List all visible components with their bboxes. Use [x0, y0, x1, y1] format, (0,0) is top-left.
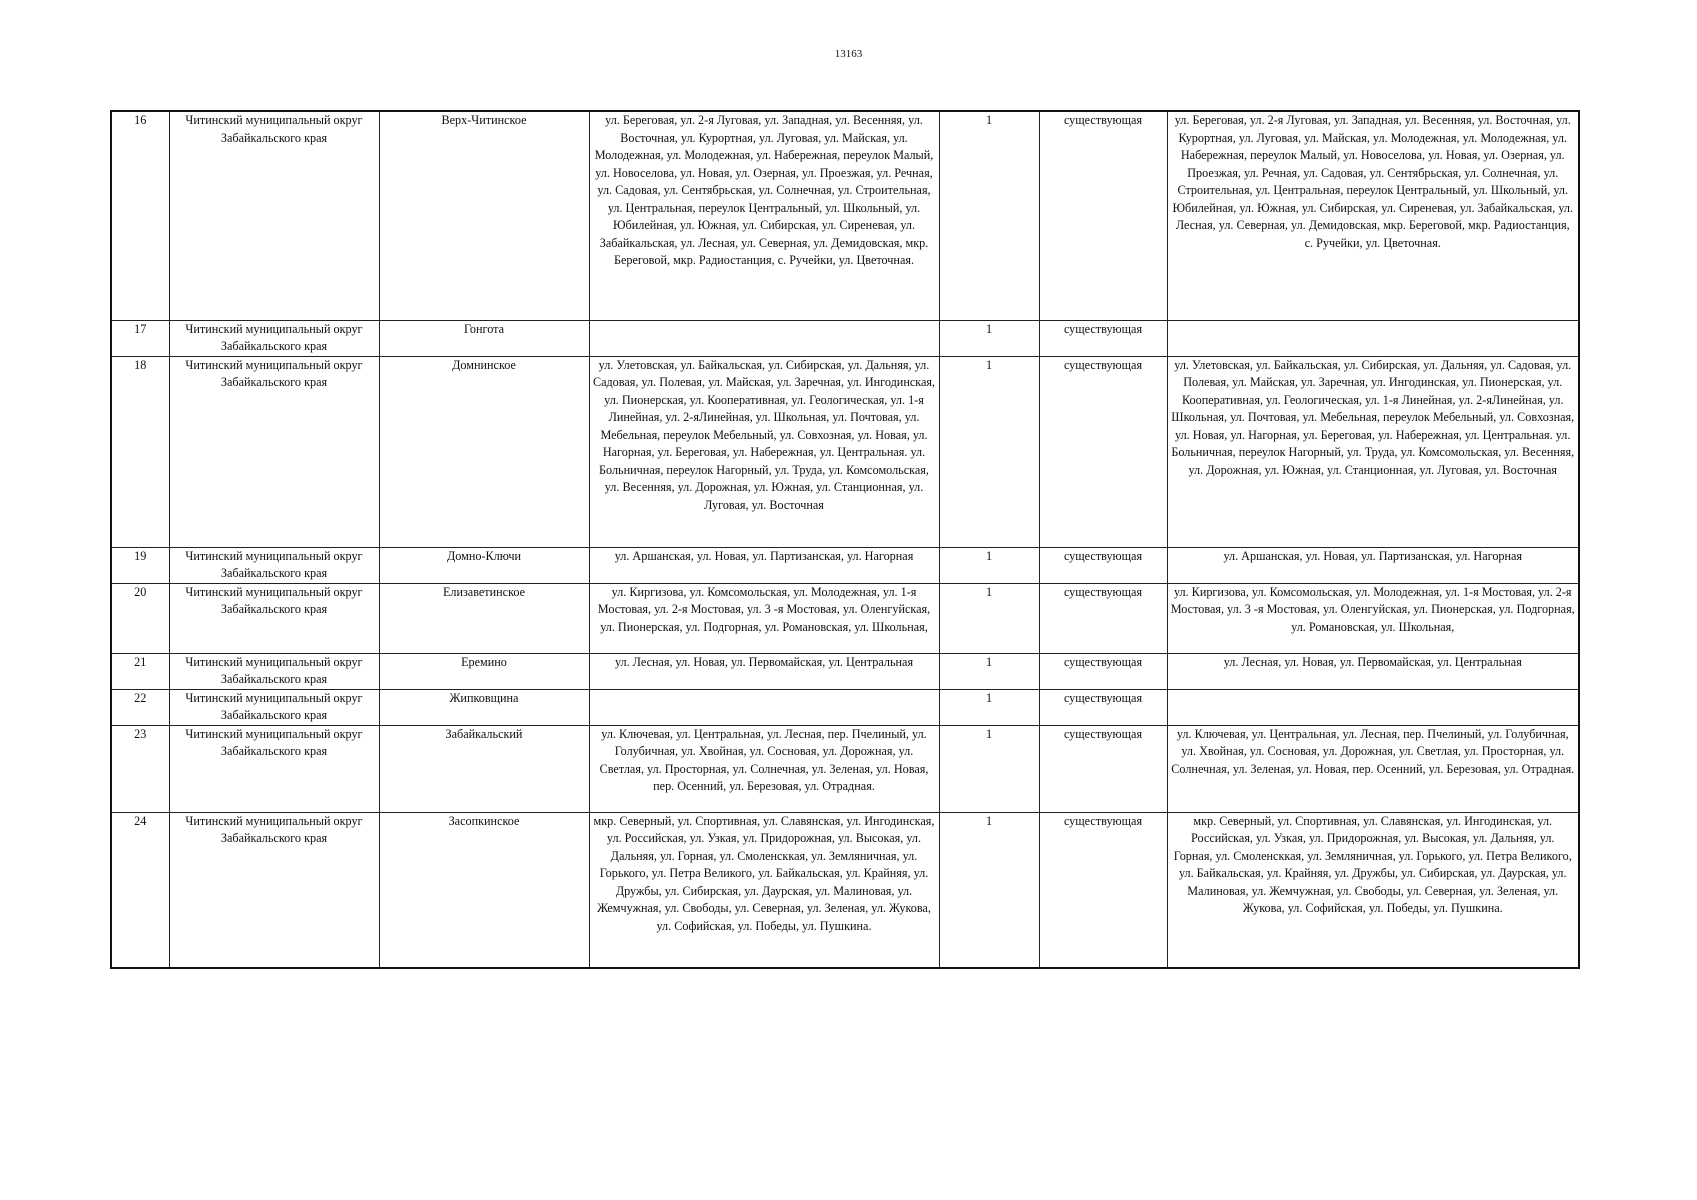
- settlement-cell: Забайкальский: [379, 725, 589, 812]
- streets-cell: ул. Лесная, ул. Новая, ул. Первомайская, ул. Центральная: [589, 653, 939, 689]
- streets-cell: ул. Аршанская, ул. Новая, ул. Партизанская, ул. Нагорная: [589, 547, 939, 583]
- district-cell: Читинский муниципальный округ Забайкальского края: [169, 320, 379, 356]
- settlement-cell: Гонгота: [379, 320, 589, 356]
- district-cell: Читинский муниципальный округ Забайкальского края: [169, 725, 379, 812]
- district-cell: Читинский муниципальный округ Забайкальского края: [169, 812, 379, 968]
- registry-table: [110, 110, 1580, 969]
- row-number: 23: [111, 725, 169, 812]
- row-number: 18: [111, 356, 169, 547]
- table-row: [111, 725, 1579, 812]
- count-cell: 1: [939, 583, 1039, 653]
- streets-cell: [589, 689, 939, 725]
- settlement-cell: Засопкинское: [379, 812, 589, 968]
- district-cell: Читинский муниципальный округ Забайкальского края: [169, 547, 379, 583]
- streets-served-cell: [1167, 320, 1579, 356]
- streets-cell: мкр. Северный, ул. Спортивная, ул. Славянская, ул. Ингодинская, ул. Российская, ул. Узкая, ул. Придорожная, ул. Высокая, ул. Дальняя, ул. Горная, ул. Смоленсккая, ул. Земляничная, ул. Горького, ул. Петра Великого, ул. Байкальская, ул. Крайняя, ул. Дружбы, ул. Сибирская, ул. Даурская, ул. Малиновая, ул. Жемчужная, ул. Свободы, ул. Северная, ул. Зеленая, ул. Жукова, ул. Софийская, ул. Победы, ул. Пушкина.: [589, 812, 939, 968]
- settlement-cell: Домно-Ключи: [379, 547, 589, 583]
- status-cell: существующая: [1039, 812, 1167, 968]
- streets-cell: ул. Улетовская, ул. Байкальская, ул. Сибирская, ул. Дальняя, ул. Садовая, ул. Полевая, ул. Майская, ул. Заречная, ул. Ингодинская, ул. Пионерская, ул. Кооперативная, ул. Геологическая, ул. 1-я Линейная, ул. 2-яЛинейная, ул. Школьная, ул. Почтовая, ул. Мебельная, переулок Мебельный, ул. Совхозная, ул. Новая, ул. Нагорная, ул. Береговая, ул. Набережная, ул. Центральная. ул. Больничная, переулок Нагорный, ул. Труда, ул. Комсомольская, ул. Весенняя, ул. Дорожная, ул. Южная, ул. Станционная, ул. Луговая, ул. Восточная: [589, 356, 939, 547]
- streets-cell: ул. Береговая, ул. 2-я Луговая, ул. Западная, ул. Весенняя, ул. Восточная, ул. Курортная, ул. Луговая, ул. Майская, ул. Молодежная, ул. Молодежная, ул. Набережная, переулок Малый, ул. Новоселова, ул. Новая, ул. Озерная, ул. Проезжая, ул. Речная, ул. Садовая, ул. Сентябрьская, ул. Солнечная, ул. Строительная, ул. Центральная, переулок Центральный, ул. Школьный, ул. Юбилейная, ул. Южная, ул. Сибирская, ул. Сиреневая, ул. Забайкальская, ул. Лесная, ул. Северная, ул. Демидовская, мкр. Береговой, мкр. Радиостанция, с. Ручейки, ул. Цветочная.: [589, 111, 939, 320]
- row-number: 20: [111, 583, 169, 653]
- page-number: 13163: [834, 48, 863, 60]
- table-row: [111, 356, 1579, 547]
- streets-served-cell: ул. Ключевая, ул. Центральная, ул. Лесная, пер. Пчелиный, ул. Голубичная, ул. Хвойная, ул. Сосновая, ул. Дорожная, ул. Светлая, ул. Просторная, ул. Солнечная, ул. Зеленая, ул. Новая, пер. Осенний, ул. Березовая, ул. Отрадная.: [1167, 725, 1579, 812]
- status-cell: существующая: [1039, 583, 1167, 653]
- row-number: 17: [111, 320, 169, 356]
- streets-served-cell: ул. Лесная, ул. Новая, ул. Первомайская, ул. Центральная: [1167, 653, 1579, 689]
- row-number: 19: [111, 547, 169, 583]
- settlement-cell: Жипковщина: [379, 689, 589, 725]
- row-number: 16: [111, 111, 169, 320]
- table-row: [111, 583, 1579, 653]
- settlement-cell: Верх-Читинское: [379, 111, 589, 320]
- table-row: [111, 111, 1579, 320]
- settlement-cell: Еремино: [379, 653, 589, 689]
- status-cell: существующая: [1039, 111, 1167, 320]
- count-cell: 1: [939, 689, 1039, 725]
- count-cell: 1: [939, 356, 1039, 547]
- count-cell: 1: [939, 111, 1039, 320]
- table-row: [111, 653, 1579, 689]
- district-cell: Читинский муниципальный округ Забайкальского края: [169, 111, 379, 320]
- count-cell: 1: [939, 547, 1039, 583]
- status-cell: существующая: [1039, 356, 1167, 547]
- streets-served-cell: ул. Аршанская, ул. Новая, ул. Партизанская, ул. Нагорная: [1167, 547, 1579, 583]
- status-cell: существующая: [1039, 725, 1167, 812]
- district-cell: Читинский муниципальный округ Забайкальского края: [169, 689, 379, 725]
- district-cell: Читинский муниципальный округ Забайкальского края: [169, 653, 379, 689]
- table-row: [111, 812, 1579, 968]
- streets-served-cell: ул. Улетовская, ул. Байкальская, ул. Сибирская, ул. Дальняя, ул. Садовая, ул. Полевая, ул. Майская, ул. Заречная, ул. Ингодинская, ул. Пионерская, ул. Кооперативная, ул. Геологическая, ул. 1-я Линейная, ул. 2-яЛинейная, ул. Школьная, ул. Почтовая, ул. Мебельная, переулок Мебельный, ул. Совхозная, ул. Новая, ул. Нагорная, ул. Береговая, ул. Набережная, ул. Центральная. ул. Больничная, переулок Нагорный, ул. Труда, ул. Комсомольская, ул. Весенняя, ул. Дорожная, ул. Южная, ул. Станционная, ул. Луговая, ул. Восточная: [1167, 356, 1579, 547]
- district-cell: Читинский муниципальный округ Забайкальского края: [169, 356, 379, 547]
- settlement-cell: Елизаветинское: [379, 583, 589, 653]
- count-cell: 1: [939, 812, 1039, 968]
- settlement-cell: Домнинское: [379, 356, 589, 547]
- count-cell: 1: [939, 725, 1039, 812]
- status-cell: существующая: [1039, 547, 1167, 583]
- streets-cell: ул. Киргизова, ул. Комсомольская, ул. Молодежная, ул. 1-я Мостовая, ул. 2-я Мостовая, ул. 3 -я Мостовая, ул. Оленгуйская, ул. Пионерская, ул. Подгорная, ул. Романовская, ул. Школьная,: [589, 583, 939, 653]
- table-row: [111, 320, 1579, 356]
- count-cell: 1: [939, 320, 1039, 356]
- table-row: [111, 547, 1579, 583]
- row-number: 21: [111, 653, 169, 689]
- status-cell: существующая: [1039, 653, 1167, 689]
- table-row: [111, 689, 1579, 725]
- count-cell: 1: [939, 653, 1039, 689]
- streets-served-cell: мкр. Северный, ул. Спортивная, ул. Славянская, ул. Ингодинская, ул. Российская, ул. Узкая, ул. Придорожная, ул. Высокая, ул. Дальняя, ул. Горная, ул. Смоленсккая, ул. Земляничная, ул. Горького, ул. Петра Великого, ул. Байкальская, ул. Крайняя, ул. Дружбы, ул. Сибирская, ул. Даурская, ул. Малиновая, ул. Жемчужная, ул. Свободы, ул. Северная, ул. Зеленая, ул. Жукова, ул. Софийская, ул. Победы, ул. Пушкина.: [1167, 812, 1579, 968]
- row-number: 22: [111, 689, 169, 725]
- streets-cell: ул. Ключевая, ул. Центральная, ул. Лесная, пер. Пчелиный, ул. Голубичная, ул. Хвойная, ул. Сосновая, ул. Дорожная, ул. Светлая, ул. Просторная, ул. Солнечная, ул. Зеленая, ул. Новая, пер. Осенний, ул. Березовая, ул. Отрадная.: [589, 725, 939, 812]
- streets-served-cell: [1167, 689, 1579, 725]
- status-cell: существующая: [1039, 320, 1167, 356]
- streets-cell: [589, 320, 939, 356]
- streets-served-cell: ул. Береговая, ул. 2-я Луговая, ул. Западная, ул. Весенняя, ул. Восточная, ул. Курортная, ул. Луговая, ул. Майская, ул. Молодежная, ул. Молодежная, ул. Набережная, переулок Малый, ул. Новоселова, ул. Новая, ул. Озерная, ул. Проезжая, ул. Речная, ул. Садовая, ул. Сентябрьская, ул. Солнечная, ул. Строительная, ул. Центральная, переулок Центральный, ул. Школьный, ул. Юбилейная, ул. Южная, ул. Сибирская, ул. Сиреневая, ул. Забайкальская, ул. Лесная, ул. Северная, ул. Демидовская, мкр. Береговой, мкр. Радиостанция, с. Ручейки, ул. Цветочная.: [1167, 111, 1579, 320]
- status-cell: существующая: [1039, 689, 1167, 725]
- district-cell: Читинский муниципальный округ Забайкальского края: [169, 583, 379, 653]
- streets-served-cell: ул. Киргизова, ул. Комсомольская, ул. Молодежная, ул. 1-я Мостовая, ул. 2-я Мостовая, ул. 3 -я Мостовая, ул. Оленгуйская, ул. Пионерская, ул. Подгорная, ул. Романовская, ул. Школьная,: [1167, 583, 1579, 653]
- row-number: 24: [111, 812, 169, 968]
